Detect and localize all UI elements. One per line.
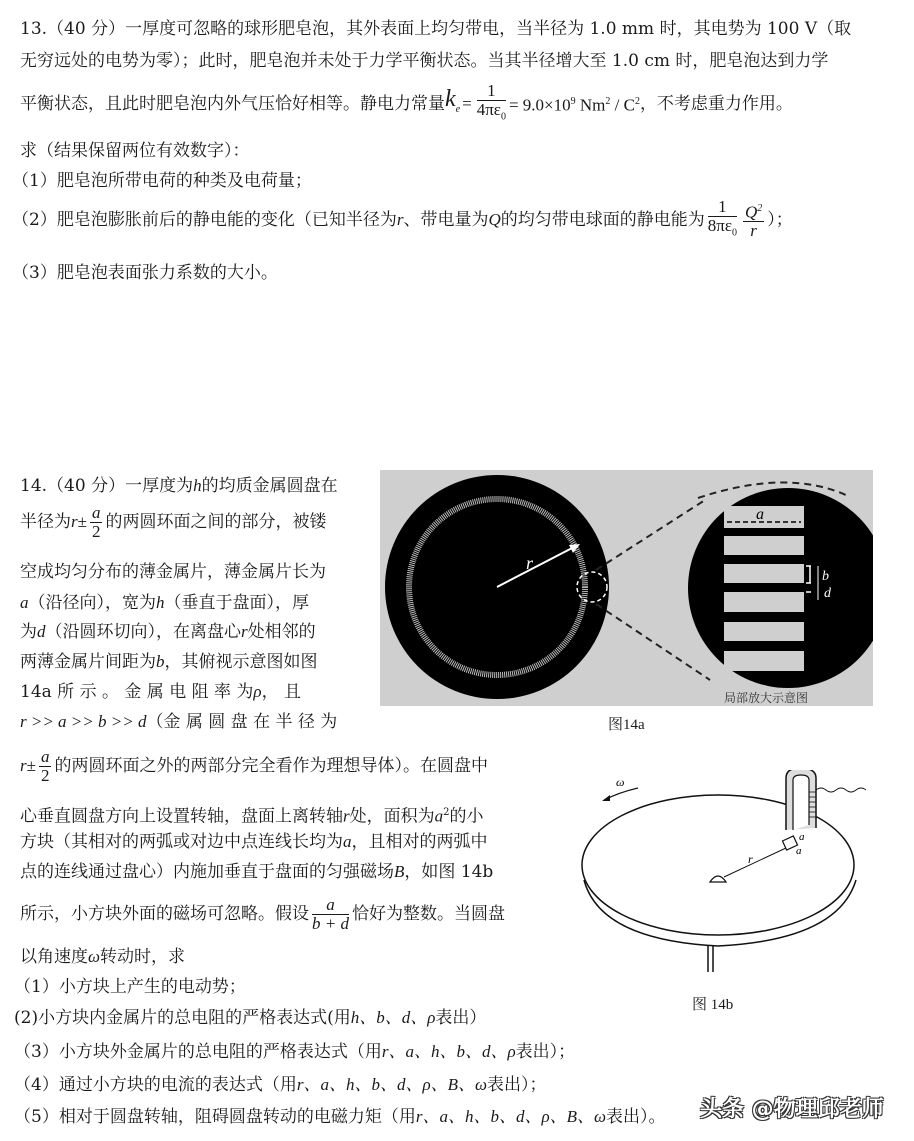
frac-num: a <box>91 502 101 522</box>
ke-unit-exp: 2 <box>605 96 611 108</box>
a-over-b-plus-d <box>312 896 349 933</box>
q14-l13-post: 恰好为整数。当圆盘 <box>351 904 505 924</box>
q13-sub-2 <box>12 198 793 242</box>
q14-line-2 <box>20 500 326 544</box>
energy-fraction-2 <box>743 200 764 241</box>
equals-sign: = <box>462 94 472 113</box>
frac-den: 2 <box>40 765 50 785</box>
frac-den: 2 <box>91 521 101 541</box>
q14-l11-post: ，且相对的两弧中 <box>351 832 488 852</box>
frac1-num: 1 <box>708 198 737 217</box>
frac1-den-text: 8πε <box>707 215 732 235</box>
q13-line1-text: 一厚度可忽略的球形肥皂泡，其外表面上均匀带电，当半径为 1.0 mm 时，其电势为 100 V（取 <box>125 19 852 39</box>
q13-sub2-post: ）； <box>767 210 793 230</box>
q14-sub3-vars: r、a、h、b、d、ρ <box>381 1042 516 1061</box>
q14-sub-3 <box>14 1041 575 1063</box>
ke-den-sub: 0 <box>500 111 506 123</box>
q14-l12-pre: 点的连线通过盘心）内施加垂直于盘面的匀强磁场 <box>20 862 394 882</box>
var-r: r <box>20 756 27 775</box>
watermark: 头条 @物理邱老师 <box>700 1097 884 1122</box>
q14-sub-5 <box>14 1106 666 1128</box>
var-rho: ρ <box>253 682 262 701</box>
var-h: h <box>193 476 202 495</box>
q14-l10-post: 的小 <box>449 806 484 827</box>
side-a-label-2: a <box>796 845 802 857</box>
q14-l1: 14.（40 分）一厚度为 <box>20 476 194 496</box>
radius-r-label: r <box>748 852 753 866</box>
q14-sub5-vars: r、a、h、b、d、ρ、B、ω <box>415 1107 606 1126</box>
q14-line-14 <box>20 946 185 968</box>
var-omega: ω <box>88 947 101 966</box>
q14-sub4-text: （4）通过小方块的电流的表达式（用 <box>14 1075 297 1095</box>
var-r: r <box>343 806 350 826</box>
ke-unit: Nm <box>575 95 606 115</box>
q14-sub5-text: （5）相对于圆盘转轴，阻碍圆盘转动的电磁力矩（用 <box>14 1107 416 1127</box>
ke-unit2: / C <box>610 95 635 115</box>
q14-sub3-text: （3）小方块外金属片的总电阻的严格表达式（用 <box>14 1042 382 1062</box>
q13-ask: 求（结果保留两位有效数字）： <box>20 141 250 161</box>
var-a: a <box>20 593 29 612</box>
frac1-den-sub: 0 <box>731 227 737 239</box>
var-d: d <box>37 622 46 641</box>
inset-caption: 局部放大示意图 <box>724 691 809 705</box>
ke-numerator: 1 <box>477 82 506 101</box>
q14-l5-mid: （沿圆环切向），在离盘心 <box>45 622 241 642</box>
q13-sub-1: （1）肥皂泡所带电荷的种类及电荷量； <box>12 171 312 191</box>
var-r: r <box>241 622 248 641</box>
frac2-num-text: Q <box>744 202 758 222</box>
ke-exp: 9 <box>570 96 576 108</box>
var-Q: Q <box>488 210 501 229</box>
var-h: h <box>156 593 165 612</box>
figure-14a-caption: 图14a <box>608 717 645 733</box>
q14-sub2-vars: h、b、d、ρ <box>350 1008 436 1027</box>
q14-sub4-vars: r、a、h、b、d、ρ、B、ω <box>296 1075 487 1094</box>
var-a: a <box>434 806 444 826</box>
q14-sub-4 <box>14 1074 547 1096</box>
side-a-label-1: a <box>799 831 805 843</box>
q13-line-1 <box>20 18 851 40</box>
q14-l11-pre: 方块（其相对的两弧或对边中点连线长均为 <box>20 832 343 852</box>
q13-sub2-pre: （2）肥皂泡膨胀前后的静电能的变化（已知半径为 <box>12 210 397 230</box>
q14-l12-post: ，如图 14b <box>404 862 494 882</box>
q14-sub-2 <box>14 1007 486 1029</box>
q14-l2-pre: 半径为 <box>20 512 71 532</box>
ke-unit2-exp: 2 <box>634 96 640 108</box>
length-a-label: a <box>756 506 764 523</box>
spacing-b-label: b <box>822 569 829 584</box>
q14-line-7 <box>20 681 301 703</box>
q14-l10-pre: 心垂直圆盘方向上设置转轴，盘面上离转轴 <box>20 806 343 827</box>
q13-sub-3: （3）肥皂泡表面张力系数的大小。 <box>12 263 278 283</box>
frac-den: b + d <box>312 913 349 933</box>
thickness-d-label: d <box>824 586 831 601</box>
plus-minus: ± <box>77 512 87 531</box>
var-b: b <box>156 652 165 671</box>
ke-fraction <box>477 82 506 126</box>
var-r: r <box>396 210 404 229</box>
frac-num: a <box>312 896 349 915</box>
a-over-2 <box>90 504 103 541</box>
q14-l13-pre: 所示，小方块外面的磁场可忽略。假设 <box>20 904 309 924</box>
q13-line3-pre: 平衡状态，且此时肥皂泡内外气压恰好相等。静电力常量 <box>20 94 445 114</box>
q14-sub4-post: 表出）； <box>487 1075 547 1095</box>
q14-sub2-post: 表出） <box>435 1008 487 1028</box>
q14-l4-post: （垂直于盘面），厚 <box>164 593 309 613</box>
q14-line-5 <box>20 621 316 643</box>
q14-l5-post: 处相邻的 <box>247 622 316 642</box>
q14-line-13 <box>20 892 505 936</box>
ke-symbol <box>445 85 461 121</box>
disk-top-view-diagram <box>380 470 873 706</box>
figure-14a <box>380 470 873 706</box>
exp: 2 <box>443 807 450 818</box>
frac-num: a <box>40 746 50 766</box>
omega-label: ω <box>616 775 625 789</box>
frac2-num <box>743 200 764 223</box>
var-r: r <box>71 512 78 531</box>
q14-line-10 <box>20 802 484 828</box>
q13-line-2: 无穷远处的电势为零）；此时，肥皂泡并未处于力学平衡状态。当其半径增大至 1.0 cm 时，肥皂泡达到力学 <box>20 51 829 71</box>
q14-l14-post: 转动时，求 <box>100 947 186 967</box>
q14-l7-pre: 14a 所 示 。 金 属 电 阻 率 为 <box>20 682 254 702</box>
ke-den-text: 4πε <box>476 99 501 119</box>
q14-l14-pre: 以角速度 <box>20 947 88 967</box>
q14-l10-mid: 处，面积为 <box>349 806 435 827</box>
q14-line-8 <box>20 711 337 733</box>
frac2-num-exp: 2 <box>757 202 763 214</box>
q14-l4-mid: （沿径向），宽为 <box>28 593 156 613</box>
q13-line-3 <box>20 82 793 126</box>
figure-14b-caption: 图 14b <box>692 997 734 1013</box>
ke-value-text: = 9.0×10 <box>508 95 571 115</box>
var-a: a <box>343 832 352 851</box>
q13-sub2-mid2: 的均匀带电球面的静电能为 <box>500 210 705 230</box>
q13-header: 13.（40 分） <box>20 19 126 39</box>
q14-l6-pre: 两薄金属片间距为 <box>20 652 156 672</box>
q14-line-11 <box>20 831 488 853</box>
q14-line-12 <box>20 861 493 883</box>
inequality: r >> a >> b >> d <box>20 712 147 731</box>
q14-line-6 <box>20 651 318 673</box>
q14-sub-1: （1）小方块上产生的电动势； <box>14 977 246 997</box>
ke-value <box>509 91 640 117</box>
q14-sub2-text: (2)小方块内金属片的总电阻的严格表达式(用 <box>14 1008 351 1028</box>
frac1-den <box>708 217 737 242</box>
rotating-disk-diagram <box>580 770 914 980</box>
q14-line-1 <box>20 475 338 497</box>
q14-line-9 <box>20 744 488 788</box>
frac2-den: r <box>750 221 757 241</box>
q14-l2-post: 的两圆环面之间的部分，被镂 <box>105 512 327 532</box>
a-over-2 <box>39 748 52 785</box>
ke-denominator <box>477 101 506 126</box>
q14-l7-post: ， 且 <box>261 682 301 702</box>
q14-l6-post: ，其俯视示意图如图 <box>164 652 318 672</box>
q14-sub5-post: 表出）。 <box>606 1107 666 1127</box>
radius-label: r <box>526 553 534 573</box>
q14-l1-post: 的均质金属圆盘在 <box>201 476 338 496</box>
q14-l8-post: （金 属 圆 盘 在 半 径 为 <box>146 712 338 732</box>
q14-l5-pre: 为 <box>20 622 37 642</box>
q13-line3-post: ，不考虑重力作用。 <box>639 94 793 114</box>
ke-k: k <box>445 85 456 112</box>
q14-line-4 <box>20 592 309 614</box>
var-B: B <box>394 862 405 881</box>
q14-l9-post: 的两圆环面之外的两部分完全看作为理想导体）。在圆盘中 <box>54 756 488 776</box>
q14-line-3: 空成均匀分布的薄金属片，薄金属片长为 <box>20 562 326 582</box>
plus-minus: ± <box>26 756 36 775</box>
energy-fraction-1 <box>708 198 737 242</box>
q14-sub3-post: 表出）； <box>515 1042 576 1062</box>
figure-14b <box>580 770 914 980</box>
q13-sub2-mid: 、带电量为 <box>403 210 489 230</box>
ke-sub: e <box>455 103 461 115</box>
